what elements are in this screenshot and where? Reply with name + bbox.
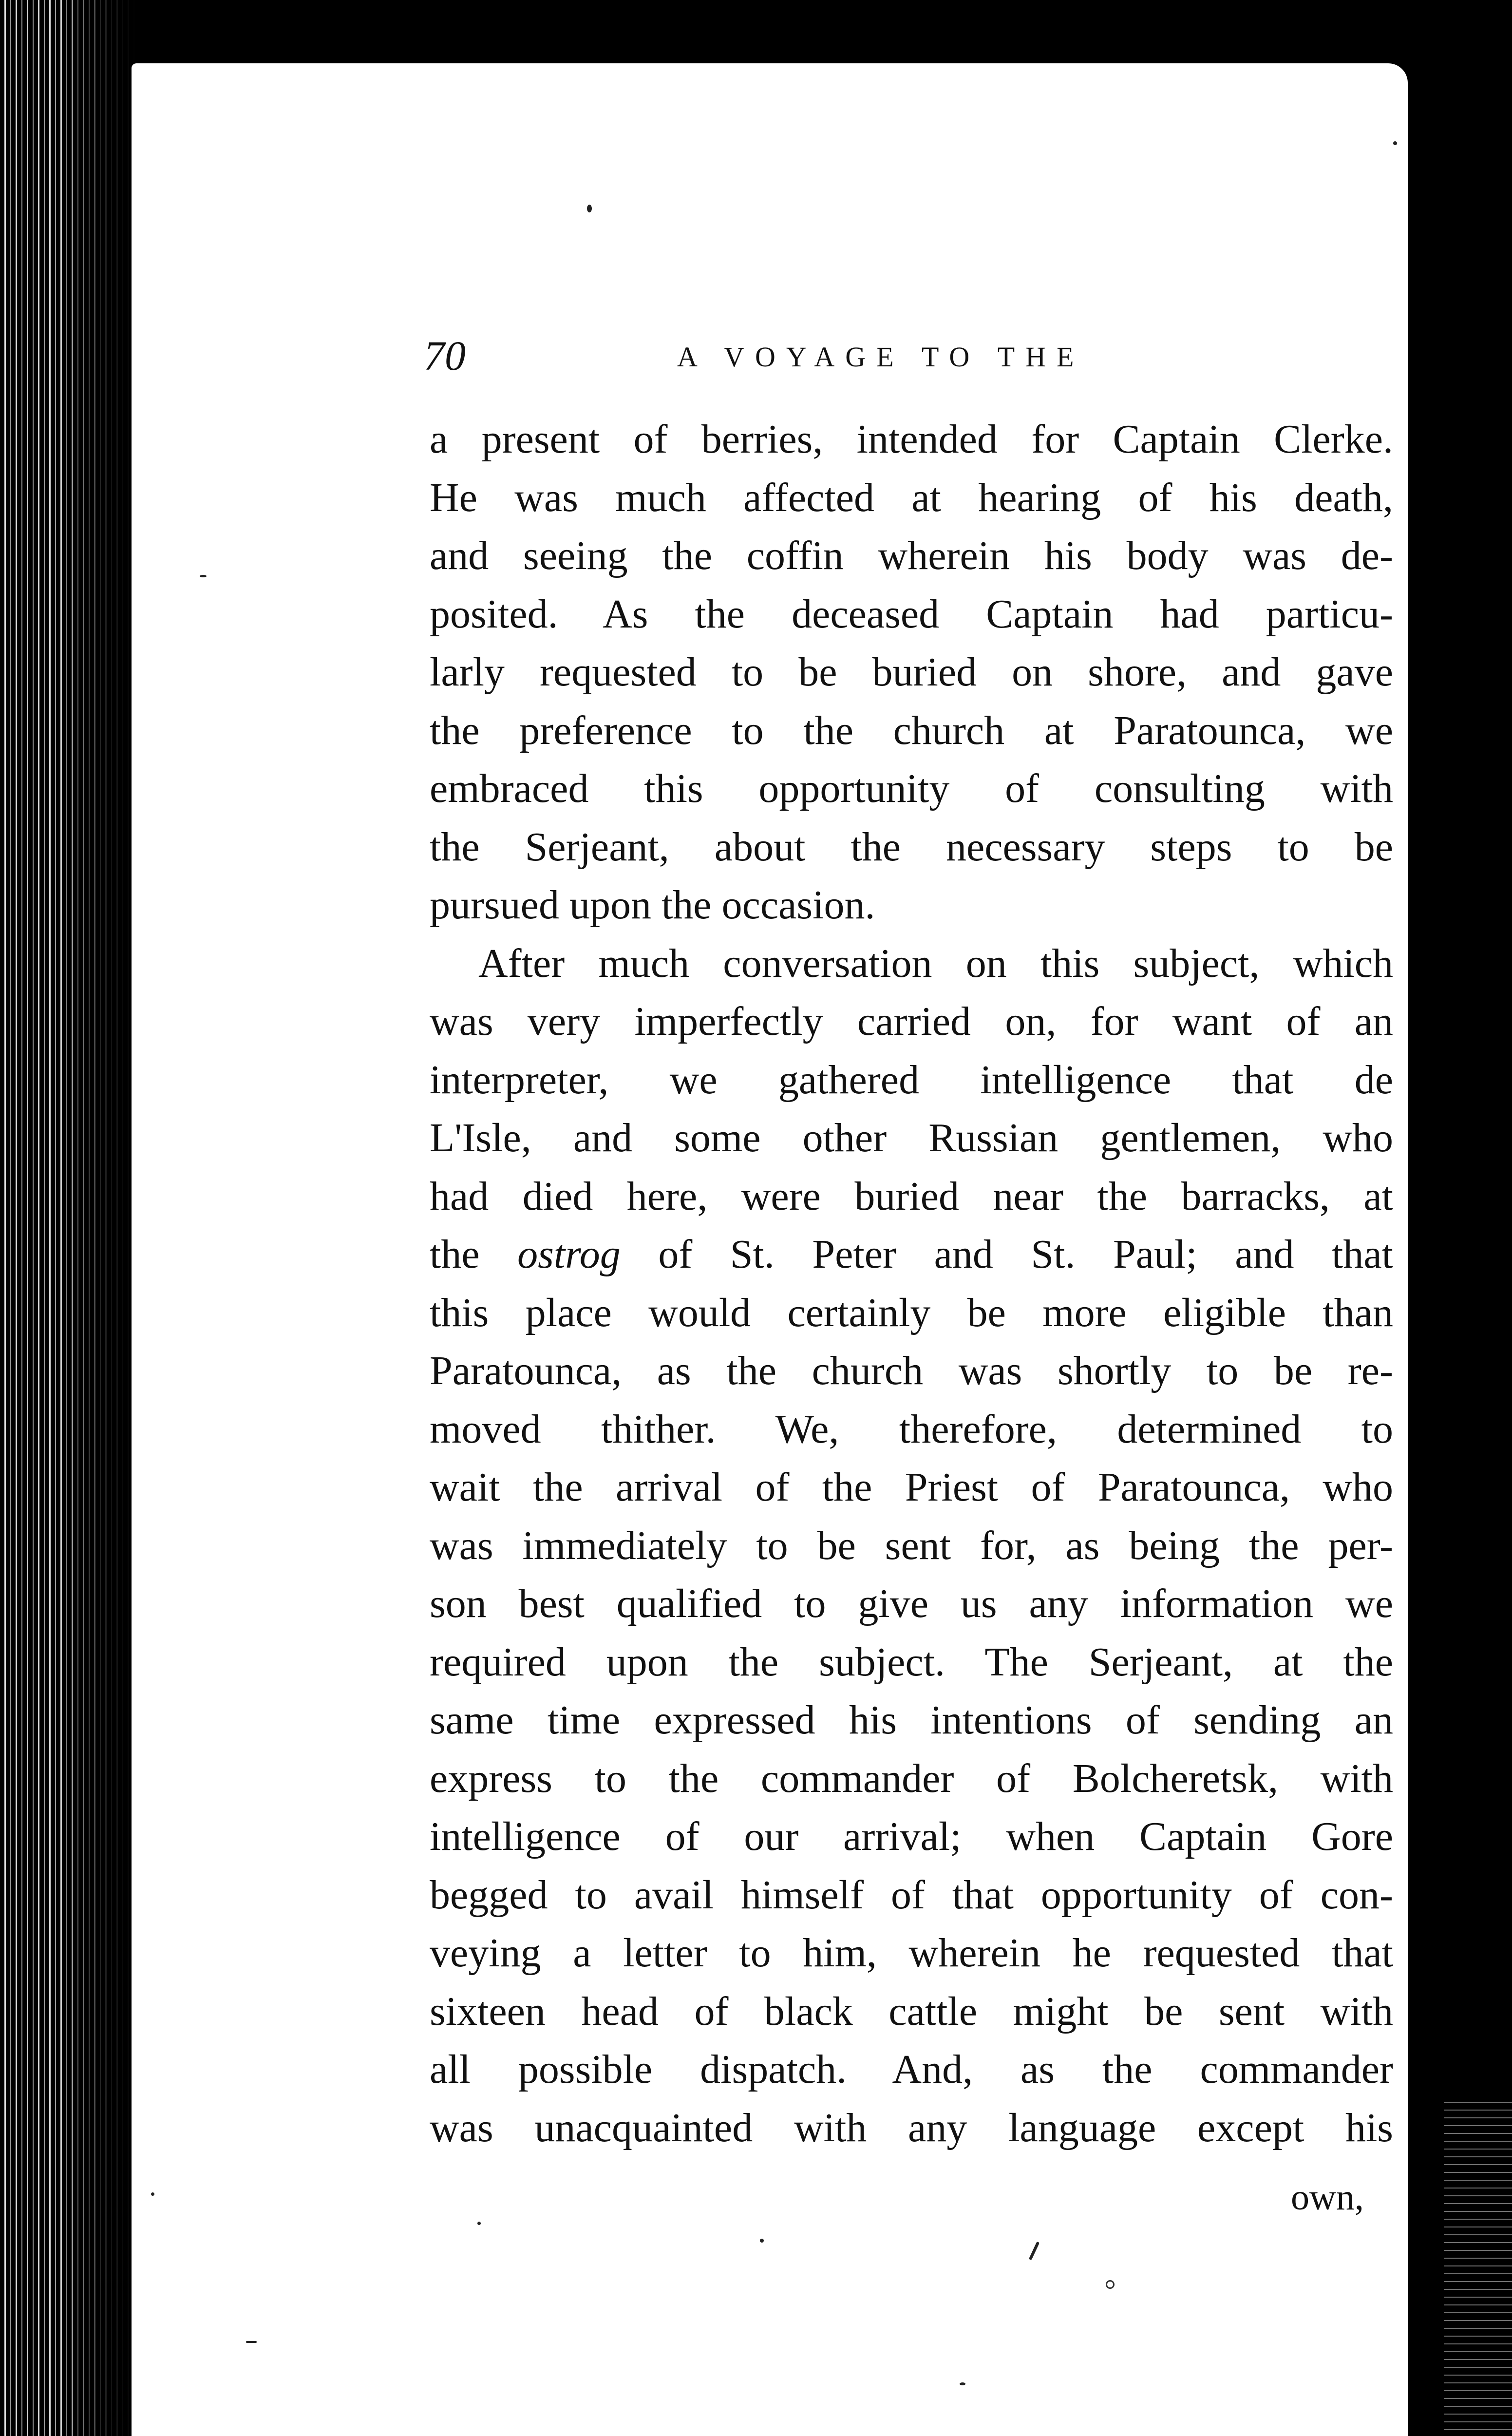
page-edge-stack bbox=[1444, 2095, 1512, 2436]
italic-word: ostrog bbox=[517, 1232, 621, 1277]
text-line: interpreter, we gathered intelligence that de bbox=[430, 1057, 1393, 1103]
text-line: express to the commander of Bolcheretsk, with bbox=[430, 1755, 1393, 1801]
text-line: larly requested to be buried on shore, and gave bbox=[430, 649, 1393, 695]
text-line: required upon the subject. The Serjeant, at the bbox=[430, 1639, 1393, 1685]
text-line: L'Isle, and some other Russian gentlemen, who bbox=[430, 1115, 1393, 1161]
text-line: and seeing the coffin wherein his body was de- bbox=[430, 533, 1393, 578]
text-line: pursued upon the occasion. bbox=[430, 882, 875, 928]
text-line: the Serjeant, about the necessary steps to be bbox=[430, 824, 1393, 870]
text-line: He was much affected at hearing of his death, bbox=[430, 475, 1393, 520]
text-line: the ostrog of St. Peter and St. Paul; and that bbox=[430, 1232, 1393, 1277]
text-line: a present of berries, intended for Captain Clerke. bbox=[430, 417, 1393, 462]
scan-speck bbox=[477, 2222, 481, 2225]
text-line: Paratounca, as the church was shortly to be re- bbox=[430, 1348, 1393, 1393]
text-line: son best qualified to give us any information we bbox=[430, 1581, 1393, 1626]
scan-speck bbox=[200, 575, 207, 577]
scan-speck bbox=[960, 2382, 965, 2385]
text-line: this place would certainly be more eligible than bbox=[430, 1290, 1393, 1335]
text-line: wait the arrival of the Priest of Paratounca, who bbox=[430, 1465, 1393, 1510]
catchword: own, bbox=[1291, 2177, 1364, 2218]
scan-speck bbox=[1393, 141, 1397, 145]
text-line: veying a letter to him, wherein he requested that bbox=[430, 1930, 1393, 1976]
text-line: moved thither. We, therefore, determined to bbox=[430, 1406, 1393, 1452]
scan-speck bbox=[760, 2239, 764, 2243]
text-line: begged to avail himself of that opportunity of con- bbox=[430, 1872, 1393, 1918]
text-line: embraced this opportunity of consulting with bbox=[430, 766, 1393, 811]
scan-speck bbox=[151, 2192, 154, 2196]
text-line: all possible dispatch. And, as the commander bbox=[430, 2047, 1393, 2092]
scan-speck bbox=[1106, 2280, 1115, 2289]
text-line: the preference to the church at Paratounca, we bbox=[430, 707, 1393, 753]
text-line: was very imperfectly carried on, for want of an bbox=[430, 999, 1393, 1044]
text-line: had died here, were buried near the barracks, at bbox=[430, 1173, 1393, 1219]
scan-speck bbox=[587, 205, 592, 212]
text-line: same time expressed his intentions of sending an bbox=[430, 1697, 1393, 1743]
text-line: posited. As the deceased Captain had particu- bbox=[430, 591, 1393, 637]
gutter-shadow bbox=[58, 0, 136, 2436]
text-line: was immediately to be sent for, as being the per- bbox=[430, 1522, 1393, 1568]
page-number: 70 bbox=[424, 332, 466, 379]
running-head: A VOYAGE TO THE bbox=[677, 341, 1085, 373]
text-line: was unacquainted with any language except his bbox=[430, 2105, 1393, 2151]
text-line: intelligence of our arrival; when Captain Gore bbox=[430, 1814, 1393, 1859]
body-text bbox=[430, 410, 1393, 2157]
text-line: After much conversation on this subject, which bbox=[478, 940, 1393, 986]
page-header bbox=[424, 331, 1427, 380]
scan-speck bbox=[246, 2341, 257, 2343]
text-line: sixteen head of black cattle might be sent with bbox=[430, 1988, 1393, 2034]
